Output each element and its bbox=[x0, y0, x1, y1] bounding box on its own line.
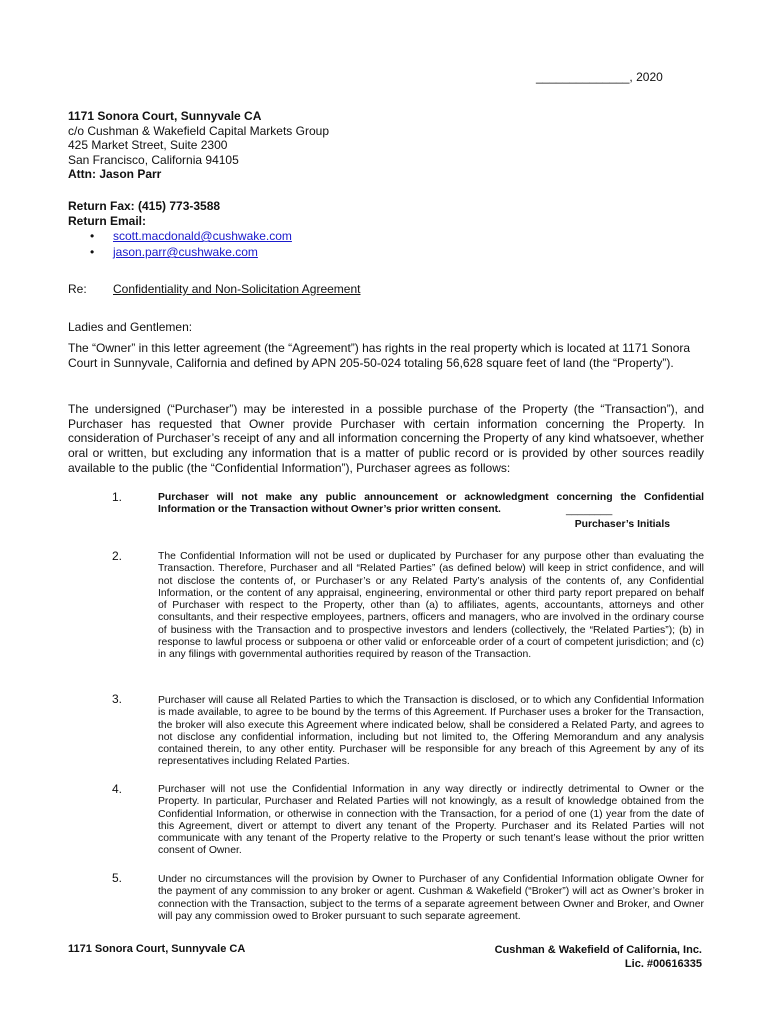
initials-label: Purchaser’s Initials bbox=[574, 519, 670, 530]
email-link-jason[interactable]: jason.parr@cushwake.com bbox=[113, 245, 258, 259]
property-address: 1171 Sonora Court, Sunnyvale CA bbox=[68, 109, 262, 123]
footer-broker-name: Cushman & Wakefield of California, Inc. bbox=[494, 944, 702, 956]
list-item bbox=[90, 228, 292, 244]
list-item bbox=[90, 244, 292, 260]
return-info bbox=[68, 199, 220, 228]
item-number-4: 4. bbox=[112, 782, 123, 796]
item-text-4: Purchaser will not use the Confidential Information in any way directly or indirectly detrimental to Owner or the Property. In particular, Purchaser and Related Parties will not knowingly, as a result of knowledge obtained from the Confidential Information, or otherwise in connection with the Transaction, for a period of one (1) year from the date of this Agreement, divert or attempt to divert any tenant of the Property. Purchaser and its Related Parties will not communicate with any tenant of the Property relative to the Property or such tenant’s lease without the prior written consent of Owner. bbox=[158, 784, 704, 857]
return-email-label: Return Email: bbox=[68, 213, 147, 228]
address-care-of: c/o Cushman & Wakefield Capital Markets Group bbox=[68, 123, 329, 138]
footer-broker bbox=[495, 943, 702, 971]
date-line: ______________, 2020 bbox=[536, 70, 663, 84]
item-number-2: 2. bbox=[112, 549, 123, 563]
item-number-5: 5. bbox=[112, 871, 123, 885]
re-subject: Confidentiality and Non-Solicitation Agreement bbox=[113, 282, 361, 296]
address-city: San Francisco, California 94105 bbox=[68, 152, 239, 167]
return-fax: Return Fax: (415) 773-3588 bbox=[68, 199, 221, 213]
initials-line: ________ bbox=[566, 505, 613, 516]
footer-license: Lic. #00616335 bbox=[624, 958, 702, 970]
address-attention: Attn: Jason Parr bbox=[68, 167, 162, 181]
address-street: 425 Market Street, Suite 2300 bbox=[68, 138, 228, 152]
return-email-list bbox=[90, 228, 292, 260]
email-link-scott[interactable]: scott.macdonald@cushwake.com bbox=[113, 229, 292, 243]
footer-property: 1171 Sonora Court, Sunnyvale CA bbox=[68, 943, 246, 955]
item-number-1: 1. bbox=[112, 490, 123, 504]
address-block bbox=[68, 109, 329, 182]
item-text-3: Purchaser will cause all Related Parties to which the Transaction is disclosed, or to which any Confidential Information is made available, to agree to be bound by the terms of this Agreement. If Purchaser uses a broker for the Transaction, the broker will also execute this Agreement where indicated below, shall be considered a Related Party, and agrees to not disclose any confidential information, including but not limited to, the Offering Memorandum and any analysis contained therein, to any other entity. Purchaser will be responsible for any breach of this Agreement by any of its representatives including Related Parties. bbox=[158, 695, 704, 768]
item-text-5: Under no circumstances will the provision by Owner to Purchaser of any Confidential Information obligate Owner for the payment of any commission to any broker or agent. Cushman & Wakefield (“Broker”) will act as Owner’s broker in connection with the Transaction, subject to the terms of a separate agreement between Owner and Broker, and Owner will pay any commission owed to Broker pursuant to such separate agreement. bbox=[158, 874, 704, 922]
item-text-1: Purchaser will not make any public announcement or acknowledgment concerning the Confidential Information or the Transaction without Owner’s prior written consent. bbox=[158, 492, 704, 516]
salutation: Ladies and Gentlemen: bbox=[68, 320, 193, 334]
bullet-icon: • bbox=[90, 229, 95, 243]
paragraph-purchaser: The undersigned (“Purchaser”) may be interested in a possible purchase of the Property (the “Transaction”), and Purchaser has requested that Owner provide Purchaser with certain information concerning the Property. In consideration of Purchaser’s receipt of any and all information concerning the Property of any kind whatsoever, whether oral or written, but excluding any information that is a matter of public record or is provided by other sources readily available to the public (the “Confidential Information”), Purchaser agrees as follows: bbox=[68, 402, 704, 475]
re-label: Re: bbox=[68, 282, 87, 296]
bullet-icon: • bbox=[90, 245, 95, 259]
paragraph-owner: The “Owner” in this letter agreement (the “Agreement”) has rights in the real property which is located at 1171 Sonora Court in Sunnyvale, California and defined by APN 205-50-024 totaling 56,628 square feet of land (the “Property”). bbox=[68, 341, 691, 370]
item-number-3: 3. bbox=[112, 692, 123, 706]
item-text-2: The Confidential Information will not be used or duplicated by Purchaser for any purpose other than evaluating the Transaction. Therefore, Purchaser and all “Related Parties” (as defined below) will keep in strict confidence, and will not disclose the contents of, or Purchaser’s or any Related Party’s analysis of the contents of, any Confidential Information, or the content of any appraisal, engineering, environmental or other third party report prepared on behalf of Purchaser with respect to the Property, other than (a) to affiliates, agents, accountants, attorneys and other consultants, and their respective employees, partners, officers and managers, who are involved in the ordinary course of business with the Transaction and to prospective investors and lenders (collectively, the “Related Parties”); (b) in response to lawful process or subpoena or other valid or enforceable order of a court of competent jurisdiction; and (c) in any filings with governmental authorities required by reason of the Transaction. bbox=[158, 551, 704, 661]
